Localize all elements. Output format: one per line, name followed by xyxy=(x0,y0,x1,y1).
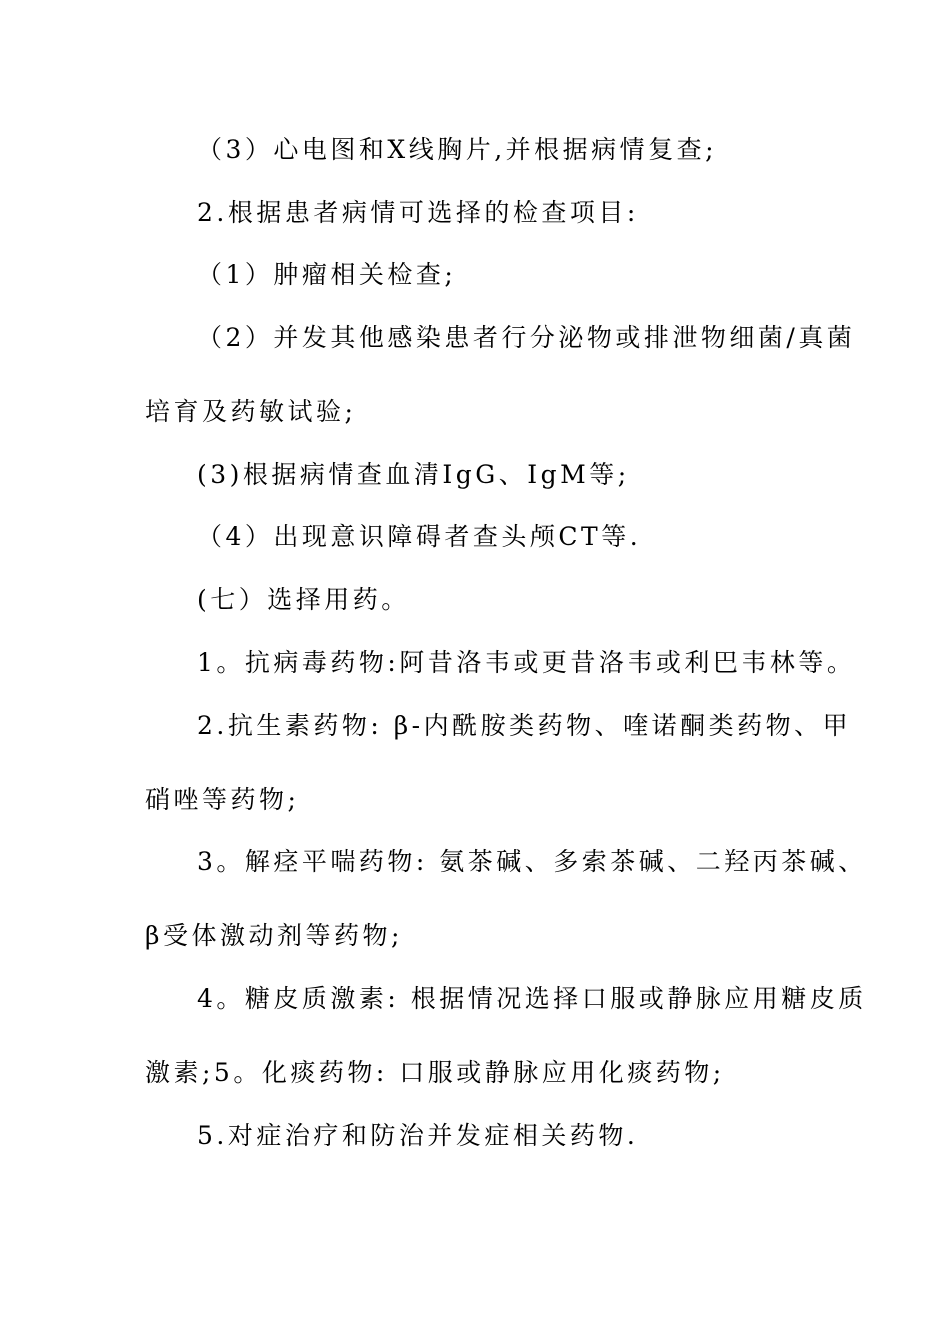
text-line: 1。抗病毒药物:阿昔洛韦或更昔洛韦或利巴韦林等。 xyxy=(197,648,856,677)
section-heading: (七）选择用药。 xyxy=(197,585,410,614)
text-line: 2.抗生素药物: β-内酰胺类药物、喹诺酮类药物、甲 xyxy=(197,711,852,740)
text-line: 4。糖皮质激素: 根据情况选择口服或静脉应用糖皮质 xyxy=(197,984,867,1013)
text-line: （2）并发其他感染患者行分泌物或排泄物细菌/真菌 xyxy=(197,323,856,352)
text-line: 硝唑等药物; xyxy=(145,785,300,814)
text-line: （4）出现意识障碍者查头颅CT等. xyxy=(197,522,642,551)
text-line: (3)根据病情查血清IgG、IgM等; xyxy=(197,460,630,489)
text-line: （3）心电图和X线胸片,并根据病情复查; xyxy=(197,135,718,164)
text-line: （1）肿瘤相关检查; xyxy=(197,260,457,289)
text-line: 5.对症治疗和防治并发症相关药物. xyxy=(197,1121,639,1150)
text-line: 激素;5。化痰药物: 口服或静脉应用化痰药物; xyxy=(145,1058,725,1087)
text-line: 3。解痉平喘药物: 氨茶碱、多索茶碱、二羟丙茶碱、 xyxy=(197,847,867,876)
text-line: 2.根据患者病情可选择的检查项目: xyxy=(197,198,639,227)
text-line: β受体激动剂等药物; xyxy=(145,921,403,950)
text-line: 培育及药敏试验; xyxy=(145,397,357,426)
